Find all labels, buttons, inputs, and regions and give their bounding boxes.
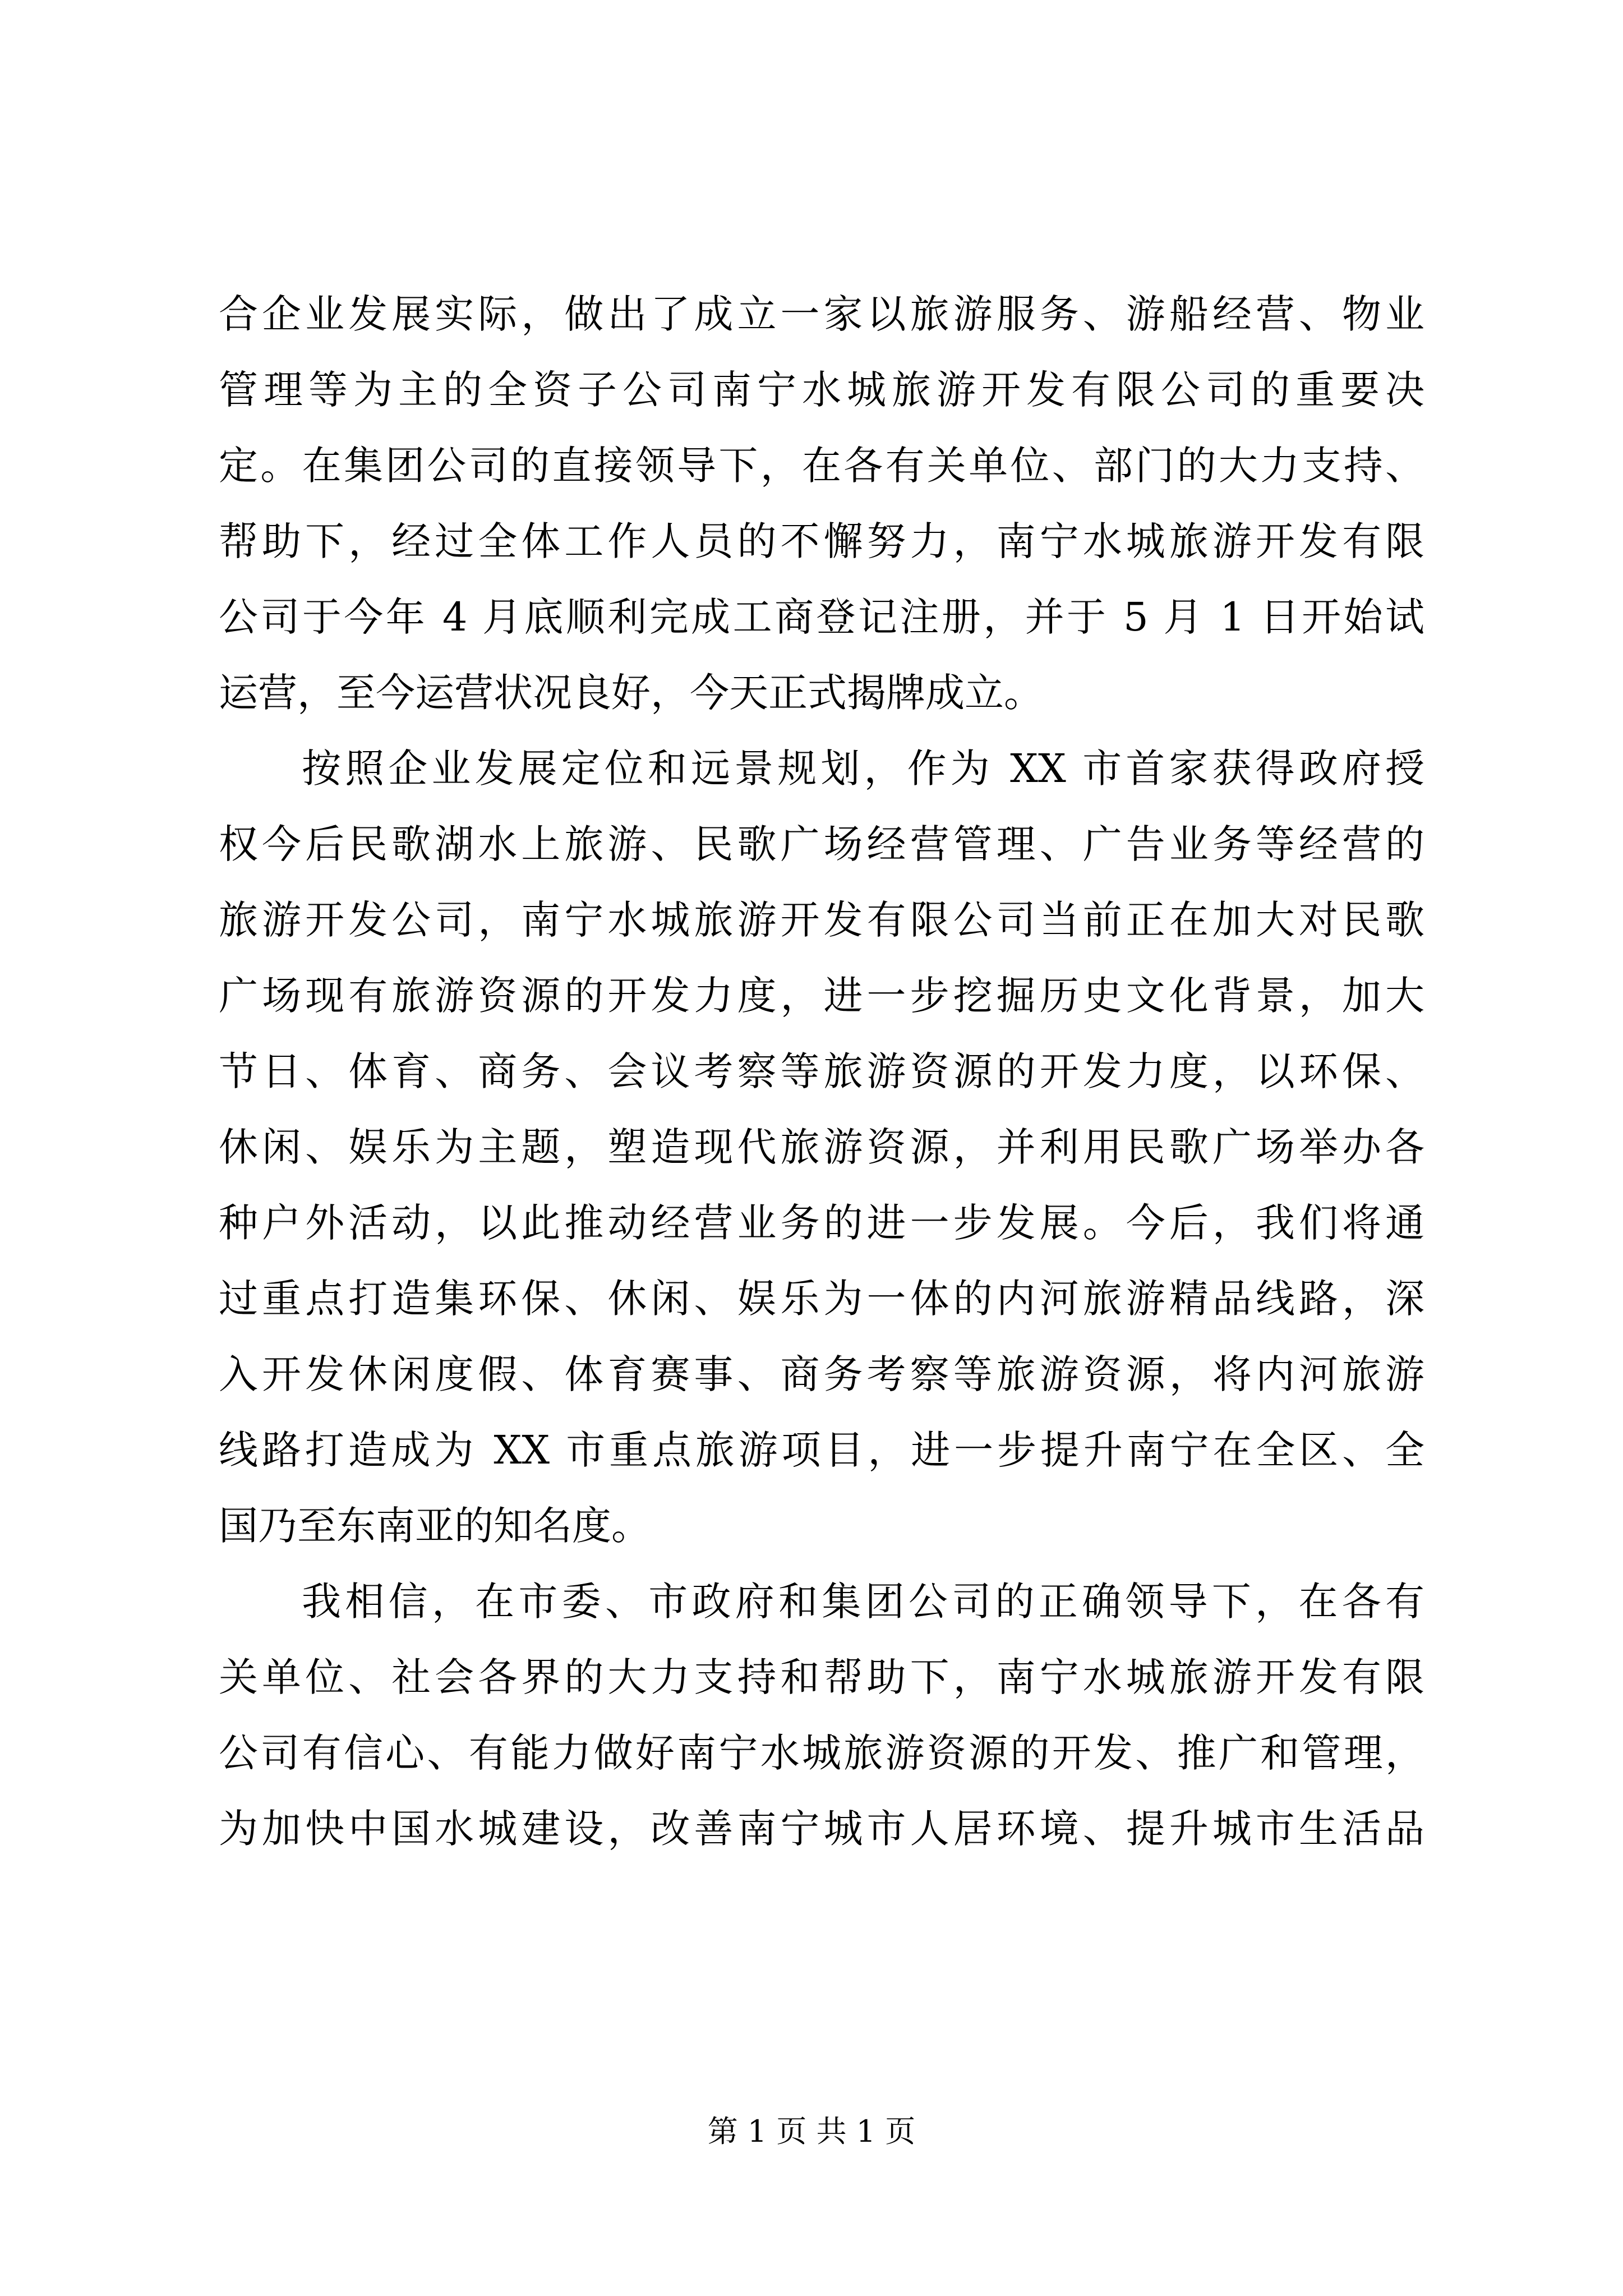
text-line: 休闲、娱乐为主题，塑造现代旅游资源，并利用民歌广场举办各 (219, 1124, 1424, 1170)
text-line: 为加快中国水城建设，改善南宁城市人居环境、提升城市生活品 (219, 1806, 1424, 1852)
text-line: 运营，至今运营状况良好，今天正式揭牌成立。 (219, 670, 1043, 716)
text-line: 线路打造成为 XX 市重点旅游项目，进一步提升南宁在全区、全 (219, 1427, 1424, 1473)
text-line: 管理等为主的全资子公司南宁水城旅游开发有限公司的重要决 (219, 367, 1424, 413)
text-line: 入开发休闲度假、体育赛事、商务考察等旅游资源，将内河旅游 (219, 1351, 1424, 1397)
text-line: 定。在集团公司的直接领导下，在各有关单位、部门的大力支持、 (219, 443, 1424, 489)
text-line: 按照企业发展定位和远景规划，作为 XX 市首家获得政府授 (302, 746, 1424, 792)
text-line: 我相信，在市委、市政府和集团公司的正确领导下，在各有 (302, 1579, 1424, 1625)
text-line: 旅游开发公司，南宁水城旅游开发有限公司当前正在加大对民歌 (219, 897, 1424, 943)
text-line: 公司于今年 4 月底顺利完成工商登记注册，并于 5 月 1 日开始试 (219, 594, 1424, 640)
text-line: 公司有信心、有能力做好南宁水城旅游资源的开发、推广和管理， (219, 1730, 1424, 1776)
text-line: 关单位、社会各界的大力支持和帮助下，南宁水城旅游开发有限 (219, 1654, 1424, 1700)
text-line: 权今后民歌湖水上旅游、民歌广场经营管理、广告业务等经营的 (219, 821, 1424, 867)
page-number-footer: 第 1 页 共 1 页 (707, 2114, 916, 2149)
text-line: 帮助下，经过全体工作人员的不懈努力，南宁水城旅游开发有限 (219, 518, 1424, 564)
text-line: 广场现有旅游资源的开发力度，进一步挖掘历史文化背景，加大 (219, 973, 1424, 1019)
text-line: 国乃至东南亚的知名度。 (219, 1503, 651, 1549)
text-line: 种户外活动，以此推动经营业务的进一步发展。今后，我们将通 (219, 1200, 1424, 1246)
text-line: 合企业发展实际，做出了成立一家以旅游服务、游船经营、物业 (219, 291, 1424, 337)
text-line: 过重点打造集环保、休闲、娱乐为一体的内河旅游精品线路，深 (219, 1276, 1424, 1322)
text-line: 节日、体育、商务、会议考察等旅游资源的开发力度，以环保、 (219, 1048, 1424, 1094)
